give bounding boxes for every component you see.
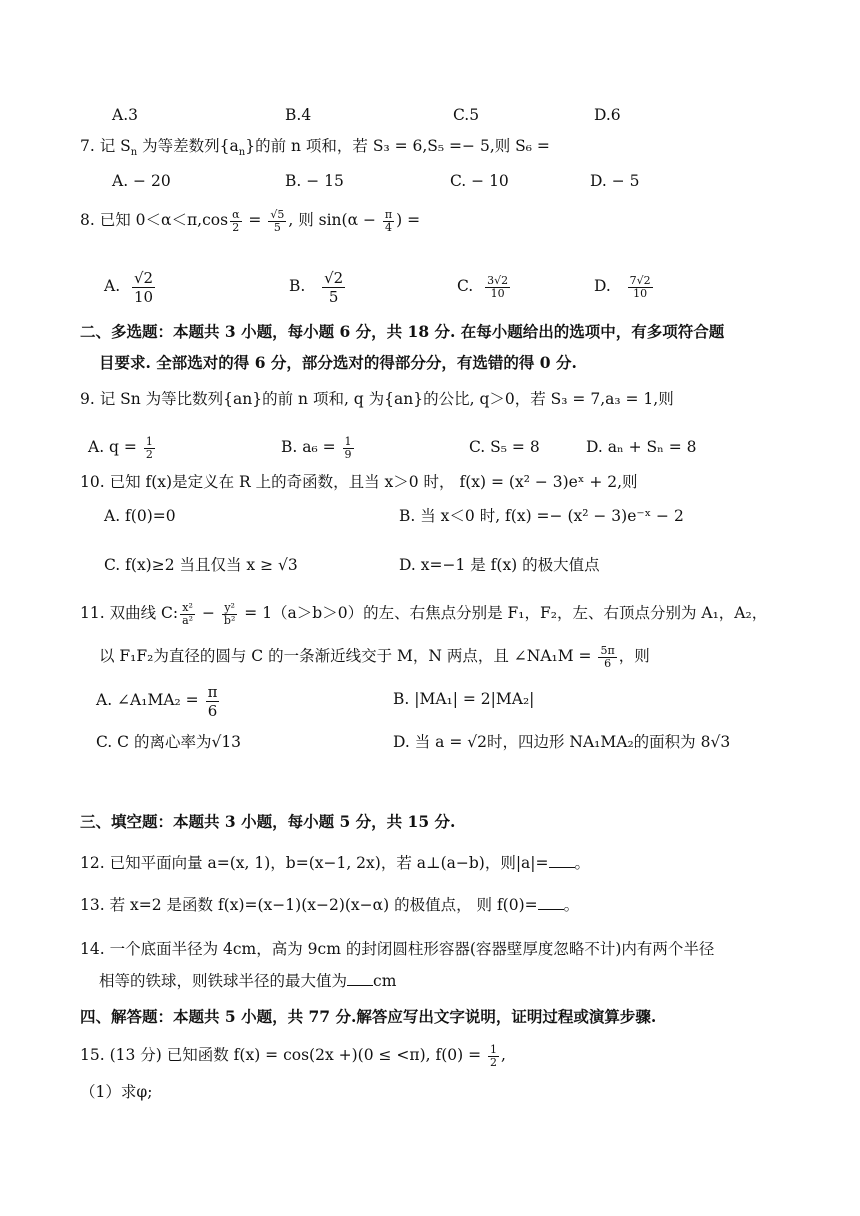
q11-stem-line2: 以 F₁F₂为直径的圆与 C 的一条渐近线交于 M，N 两点，且 ∠NA₁M = $\frac{5\pi}{6}$ ，则 xyxy=(99,643,650,670)
q10-option-c: C. f(x)≥2 当且仅当 x ≥ √3 xyxy=(104,556,298,574)
q8-paren-close: ) = xyxy=(396,211,421,229)
q8-stem xyxy=(80,206,420,234)
q6-option-a: A.3 xyxy=(112,106,138,124)
q10-option-a: A. f(0)=0 xyxy=(104,507,176,525)
q6-option-b: B.4 xyxy=(285,106,312,124)
q7-stem-mid: 为等差数列{a xyxy=(137,137,239,155)
q11-option-c: C. C 的离心率为√13 xyxy=(96,733,242,751)
q8-stem-prefix: 8. 已知 0＜α＜π,cos xyxy=(80,211,229,229)
q6-option-c: C.5 xyxy=(453,106,480,124)
q8-frac-pi4: $\frac{\pi}{4}$ xyxy=(384,207,393,234)
q10-option-d: D. x=−1 是 f(x) 的极大值点 xyxy=(399,556,600,574)
q7-stem-sub: n xyxy=(130,147,138,159)
q8-option-b: B. $\frac{√2}{5}$ xyxy=(289,268,344,306)
section2-heading-cont: 目要求. 全部选对的得 6 分，部分选对的得部分分，有选错的得 0 分. xyxy=(99,353,577,372)
q11-stem: 11. 双曲线 C: $\frac{\text{x²}}{\text{a²}}$ − $\frac{\text{y²}}{\text{b²}}$ = 1（a＞b＞0）的左、右焦点分别是 F₁，F₂，左、右顶点分别为 A₁，A₂， xyxy=(80,600,768,627)
q7-option-d: D. − 5 xyxy=(590,172,640,190)
q8-option-c: C. $\frac{3√2}{10}$ xyxy=(457,273,509,300)
q11-option-b: B. |MA₁| = 2|MA₂| xyxy=(393,690,535,708)
q9-option-a: A. q = $\frac{1}{2}$ xyxy=(88,434,153,461)
q8-option-d: D. $\frac{7√2}{10}$ xyxy=(594,273,651,300)
q8-eq: = xyxy=(243,211,267,229)
q8-stem-mid: , 则 sin xyxy=(288,211,342,229)
q12-answer-blank xyxy=(549,853,575,868)
q9-option-b: B. a₆ = $\frac{1}{9}$ xyxy=(281,434,352,461)
q8-option-a: A. $\frac{√2}{10}$ xyxy=(104,268,154,306)
q7-option-b: B. − 15 xyxy=(285,172,344,190)
q13-stem: 13. 若 x=2 是函数 f(x)=(x−1)(x−2)(x−α) 的极值点， 则 f(0)= 。 xyxy=(80,896,580,914)
q14-answer-blank xyxy=(347,971,373,986)
q9-option-d: D. aₙ + Sₙ = 8 xyxy=(586,438,697,456)
q7-stem-rest: }的前 n 项和，若 S₃ = 6,S₅ =− 5,则 S₆ = xyxy=(245,137,550,155)
q11-option-d: D. 当 a = √2时，四边形 NA₁MA₂的面积为 8√3 xyxy=(393,733,731,751)
q13-answer-blank xyxy=(538,895,564,910)
q15-stem: 15. (13 分) 已知函数 f(x) = cos(2x +)(0 ≤ <π), f(0) = $\frac{1}{2}$ , xyxy=(80,1042,506,1069)
q14-stem-line2: 相等的铁球，则铁球半径的最大值为 cm xyxy=(99,972,397,990)
section3-heading: 三、填空题：本题共 3 小题，每小题 5 分，共 15 分. xyxy=(80,812,456,831)
q7-stem xyxy=(80,135,550,164)
section4-heading: 四、解答题：本题共 5 小题，共 77 分.解答应写出文字说明，证明过程或演算步骤. xyxy=(80,1007,657,1026)
section2-heading: 二、多选题：本题共 3 小题，每小题 6 分，共 18 分. 在每小题给出的选项中，有多项符合题 xyxy=(80,322,725,341)
q7-stem-prefix: 7. 记 S xyxy=(80,137,131,155)
q12-stem: 12. 已知平面向量 a=(x, 1)，b=(x−1, 2x)，若 a⊥(a−b)，则|a|= 。 xyxy=(80,854,591,872)
q7-option-a: A. − 20 xyxy=(112,172,171,190)
q8-frac-sqrt5: $\frac{√5}{5}$ xyxy=(270,207,285,234)
q14-stem: 14. 一个底面半径为 4cm，高为 9cm 的封闭圆柱形容器(容器壁厚度忽略不计)内有两个半径 xyxy=(80,940,715,958)
q8-frac-alpha: $\frac{\alpha}{2}$ xyxy=(232,207,240,234)
q7-option-c: C. − 10 xyxy=(450,172,509,190)
q9-option-c: C. S₅ = 8 xyxy=(469,438,540,456)
q8-paren-open: (α − xyxy=(341,211,381,229)
q10-stem: 10. 已知 f(x)是定义在 R 上的奇函数，且当 x＞0 时， f(x) = (x² − 3)eˣ + 2,则 xyxy=(80,473,638,491)
q6-option-d: D.6 xyxy=(594,106,621,124)
q15-part1: （1）求φ; xyxy=(80,1083,153,1101)
q7-stem-mid-sub: n xyxy=(238,147,246,159)
q9-stem: 9. 记 Sn 为等比数列{an}的前 n 项和, q 为{an}的公比, q＞0，若 S₃ = 7,a₃ = 1,则 xyxy=(80,390,674,408)
q10-option-b: B. 当 x＜0 时, f(x) =− (x² − 3)e⁻ˣ − 2 xyxy=(399,507,684,525)
q11-option-a: A. ∠A₁MA₂ = $\frac{\pi}{6}$ xyxy=(96,682,218,720)
